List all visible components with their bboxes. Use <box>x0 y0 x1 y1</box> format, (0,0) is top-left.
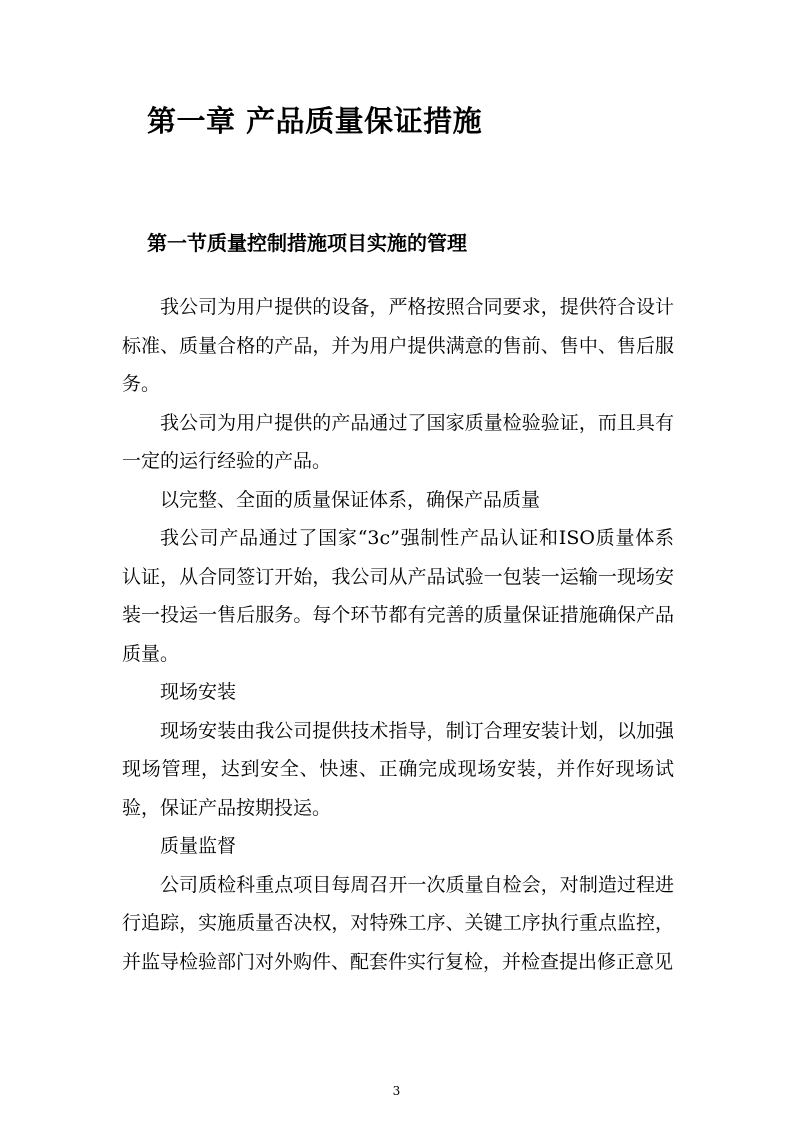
paragraph-quality-system-heading: 以完整、全面的质量保证体系，确保产品质量 <box>160 488 541 511</box>
paragraph-site-installation-heading: 现场安装 <box>160 681 237 703</box>
paragraph-site-installation: 现场安装由我公司提供技术指导，制订合理安装计划，以加强现场管理，达到安全、快速、正确完成现场安装，并作好现场试验，保证产品按期投运。 <box>122 719 674 819</box>
paragraph-3c-certification: 我公司产品通过了国家“3c”强制性产品认证和ISO质量体系认证，从合同签订开始，我公司从产品试验一包装一运输一现场安装一投运一售后服务。每个环节都有完善的质量保证措施确保产品质量。 <box>122 527 674 665</box>
section-title: 第一节质量控制措施项目实施的管理 <box>147 231 467 255</box>
chapter-title: 第一章 产品质量保证措施 <box>147 104 483 138</box>
paragraph-national-verification: 我公司为用户提供的产品通过了国家质量检验验证，而且具有一定的运行经验的产品。 <box>122 411 674 472</box>
paragraph-user-equipment: 我公司为用户提供的设备，严格按照合同要求，提供符合设计标准、质量合格的产品，并为用户提供满意的售前、售中、售后服务。 <box>122 296 674 395</box>
paragraph-quality-supervision-heading: 质量监督 <box>160 835 237 857</box>
page-number: 3 <box>392 1084 401 1098</box>
paragraph-quality-supervision: 公司质检科重点项目每周召开一次质量自检会，对制造过程进行追踪，实施质量否决权，对特殊工序、关键工序执行重点监控，并监导检验部门对外购件、配套件实行复检，并检查提出修正意见 <box>122 873 674 973</box>
body-text <box>122 288 674 981</box>
